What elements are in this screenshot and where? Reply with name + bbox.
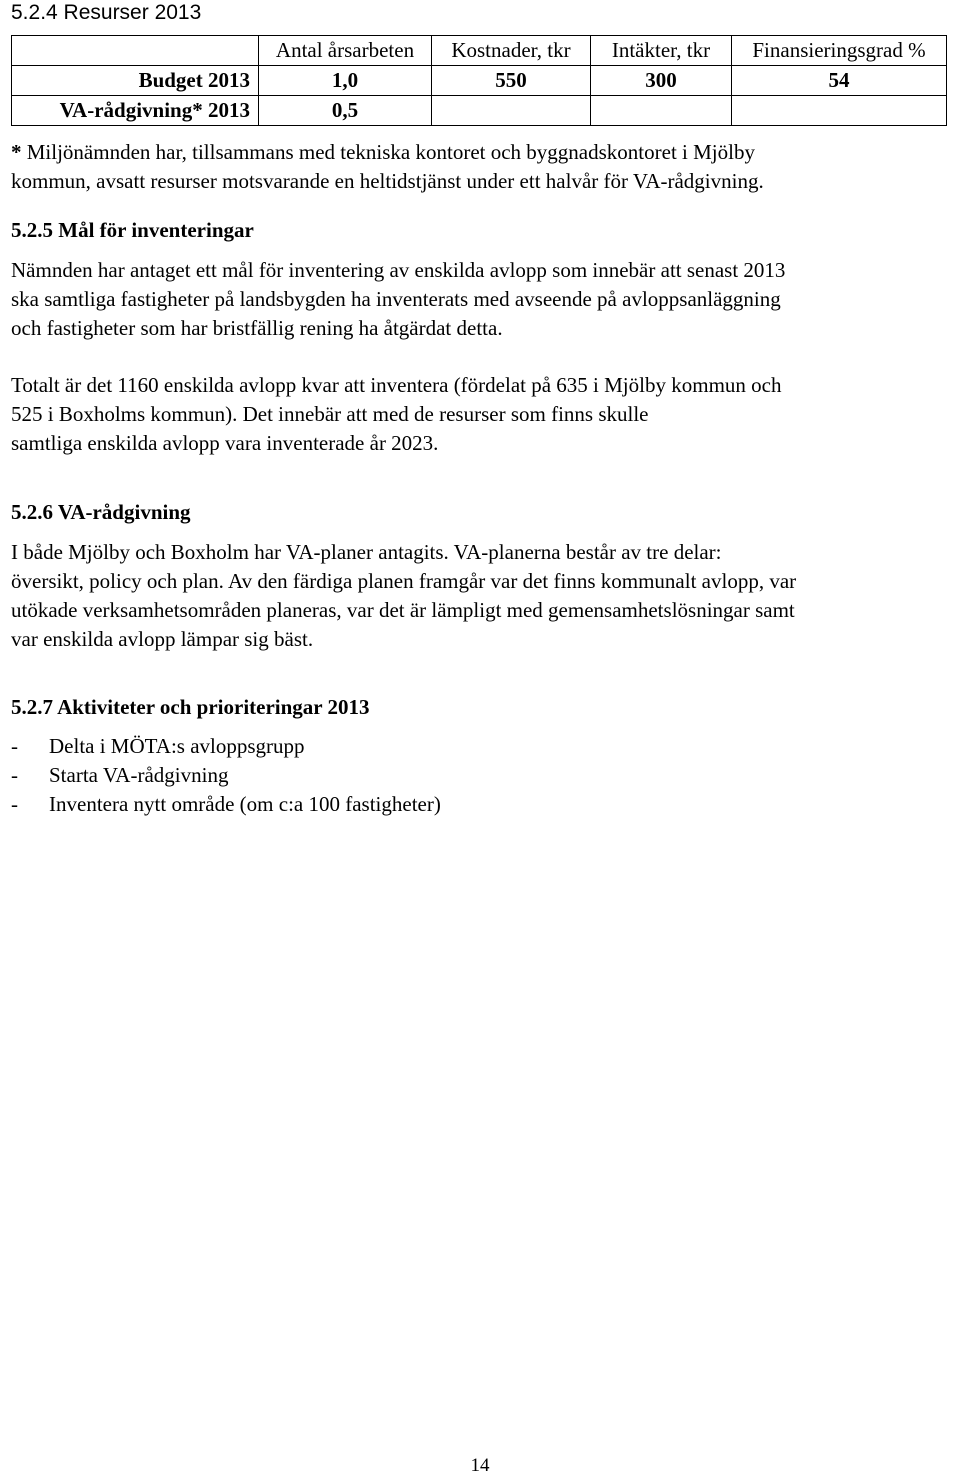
paragraph-line: Nämnden har antaget ett mål för inventering av enskilda avlopp som innebär att senast 2013 [11,258,786,282]
footnote-line [11,138,951,167]
footnote-text: Miljönämnden har, tillsammans med tekniska kontoret och byggnadskontoret i Mjölby [21,140,755,164]
section-heading-527: 5.2.7 Aktiviteter och prioriteringar 2013 [11,695,370,719]
page-number: 14 [470,1455,490,1476]
table-cell: 0,5 [259,96,432,126]
table-header-cell: Antal årsarbeten [259,36,432,66]
list-item [11,790,441,819]
table-header-cell: Finansieringsgrad % [732,36,947,66]
section-heading-526: 5.2.6 VA-rådgivning [11,500,191,524]
paragraph-line: Totalt är det 1160 enskilda avlopp kvar att inventera (fördelat på 635 i Mjölby kommun och [11,373,782,397]
table-cell: Budget 2013 [12,66,259,96]
table-header-cell [12,36,259,66]
table-header-cell: Intäkter, tkr [591,36,732,66]
paragraph-line: I både Mjölby och Boxholm har VA-planer antagits. VA-planerna består av tre delar: [11,540,722,564]
paragraph-line: utökade verksamhetsområden planeras, var det är lämpligt med gemensamhetslösningar samt [11,598,795,622]
list-item-text: Starta VA-rådgivning [49,763,229,787]
table-footnote [11,138,951,196]
paragraph-line: samtliga enskilda avlopp vara inventerade år 2023. [11,431,439,455]
paragraph-line: översikt, policy och plan. Av den färdiga planen framgår var det finns kommunalt avlopp, var [11,569,797,593]
table-row [12,66,947,96]
goal-paragraph [11,256,951,343]
paragraph-line: och fastigheter som har bristfällig rening ha åtgärdat detta. [11,316,503,340]
paragraph-line: var enskilda avlopp lämpar sig bäst. [11,627,314,651]
footnote-star: * [11,140,22,164]
paragraph-line: ska samtliga fastigheter på landsbygden ha inventerats med avseende på avloppsanläggning [11,287,781,311]
paragraph-line: 525 i Boxholms kommun). Det innebär att med de resurser som finns skulle [11,402,649,426]
table-row [12,96,947,126]
table-cell: 54 [732,66,947,96]
list-item-text: Inventera nytt område (om c:a 100 fastigheter) [49,792,441,816]
section-heading-524: 5.2.4 Resurser 2013 [11,1,202,24]
list-item [11,732,441,761]
table-cell [732,96,947,126]
section-heading-525: 5.2.5 Mål för inventeringar [11,218,254,242]
resources-table [11,35,947,126]
table-cell: VA-rådgivning* 2013 [12,96,259,126]
list-item-text: Delta i MÖTA:s avloppsgrupp [49,734,305,758]
list-dash: - [11,792,18,816]
table-cell: 300 [591,66,732,96]
table-header-cell: Kostnader, tkr [432,36,591,66]
table-cell [591,96,732,126]
footnote-line: kommun, avsatt resurser motsvarande en heltidstjänst under ett halvår för VA-rådgivning. [11,169,764,193]
inventory-paragraph [11,371,951,458]
list-dash: - [11,763,18,787]
table-cell: 550 [432,66,591,96]
activities-list [11,732,441,819]
list-dash: - [11,734,18,758]
list-item [11,761,441,790]
table-header-row [12,36,947,66]
table-cell: 1,0 [259,66,432,96]
va-advice-paragraph [11,538,951,654]
table-cell [432,96,591,126]
